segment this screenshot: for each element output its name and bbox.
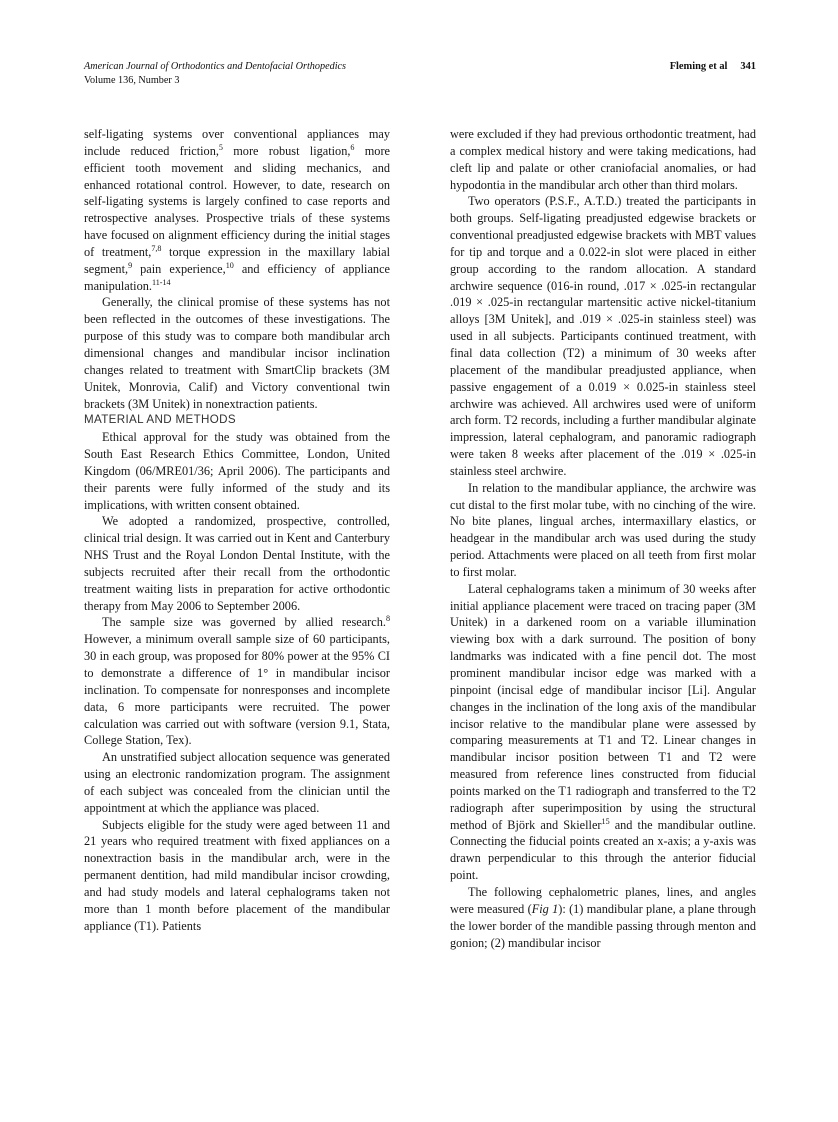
page-number: 341 (740, 61, 756, 72)
par-text: The sample size was governed by allied research. (102, 615, 386, 630)
paragraph-cephalometric-planes (450, 884, 756, 951)
par-text: more robust ligation, (222, 143, 351, 158)
figure-reference: Fig 1 (531, 901, 559, 916)
par-text: self-ligating systems over conventional appliances may include reduced friction, (84, 127, 390, 158)
section-heading-material-and-methods: MATERIAL AND METHODS (84, 413, 236, 427)
citation-ref: 5 (218, 142, 223, 152)
journal-title: American Journal of Orthodontics and Dentofacial Orthopedics (84, 61, 347, 72)
column-right (450, 126, 756, 951)
paragraph-eligibility: Subjects eligible for the study were aged between 11 and 21 years who required treatment with fixed appliances on a nonextraction basis in the mandibular arch, were in the permanent dentition, had mild mandibular incisor crowding, and had study models and lateral cephalograms taken not more than 1 month before placement of the mandibular appliance (T1). Patients (84, 817, 390, 933)
running-head-authors: Fleming et al (669, 61, 728, 72)
paragraph-study-purpose: Generally, the clinical promise of these systems has not been reflected in the outcomes of these investigations. The purpose of this study was to compare both mandibular arch dimensional changes and mandibular incisor inclination changes related to treatment with SmartClip brackets (3M Unitek, Monrovia, Calif) and Victory conventional twin brackets (3M Unitek) in nonextraction patients. (84, 295, 390, 411)
paragraph-exclusion-criteria: were excluded if they had previous orthodontic treatment, had a complex medical history and were taking medications, had cleft lip and palate or other craniofacial anomalies, or had hypodontia in the mandibular arch other than third molars. (450, 127, 756, 192)
paragraph-appliance-details: In relation to the mandibular appliance, the archwire was cut distal to the first molar tube, with no cinching of the wire. No bite planes, lingual arches, intermaxillary elastics, or headgear in the mandibular arch was used during the study period. Attachments were placed on all teeth from first molar to first molar. (450, 480, 756, 579)
par-text: and the mandibular outline. Connecting the fiducial points created an x-axis; a y-axis was drawn perpendicular to this through the anterior fiducial point. (450, 817, 756, 883)
paragraph-operators-and-archwires: Two operators (P.S.F., A.T.D.) treated the participants in both groups. Self-ligating preadjusted edgewise brackets or conventional preadjusted edgewise brackets with MBT values for tip and torque and a 0.022-in slot were placed in either group according to the random allocation. A standard archwire sequence (016-in round, .017 × .025-in rectangular .019 × .025-in rectangular martensitic active nickel-titanium alloys [3M Unitek], and .019 × .025-in stainless steel) was used in all subjects. Participants continued treatment, with final data collection (T2) a minimum of 30 weeks after placement of the mandibular preadjusted appliance, when passive engagement of a 0.019 × 0.025-in stainless steel archwire was achieved. All archwires used were of uniform arch form. T2 records, including a further mandibular alginate impression, lateral cephalogram, and panoramic radiograph were taken 8 weeks after placement of the .019 × .025-in stainless steel archwire. (450, 194, 756, 478)
citation-ref: 7,8 (151, 243, 162, 253)
paragraph-sample-size (84, 614, 390, 749)
paragraph-ethical-approval: Ethical approval for the study was obtained from the South East Research Ethics Committee, London, United Kingdom (06/MRE01/36; April 2006). The participants and their parents were fully informed of the study and its implications, with written consent obtained. (84, 430, 390, 512)
par-text: and efficiency of appliance manipulation. (84, 261, 390, 293)
paragraph-randomization: An unstratified subject allocation sequence was generated using an electronic randomization program. The assignment of each subject was concealed from the clinician until the appointment at which the appliance was placed. (84, 750, 390, 815)
running-head (84, 60, 756, 96)
par-text: ): (1) mandibular plane, a plane through the lower border of the mandible passing through menton and gonion; (2) mandibular incisor (450, 901, 756, 950)
column-left (84, 126, 390, 935)
par-text: Lateral cephalograms taken a minimum of 30 weeks after initial appliance placement were traced on tracing paper (3M Unitek) in a darkened room on a variable illumination viewing box with a dark surround. The position of bony landmarks was indicated with a fine pencil dot. The most prominent mandibular incisor edge was marked with a pinpoint (incisal edge of mandibular incisor [Li]. Angular changes in the inclination of the long axis of the mandibular incisor relative to the mandibular plane were assessed by comparing measurements at T1 and T2. Linear changes in mandibular incisor position between T1 and T2 were measured from reference lines constructed from fiducial points marked on the T1 radiograph and transferred to the T2 radiograph after superimposition by using the structural method of Björk and Skieller (450, 581, 756, 832)
citation-ref: 8 (385, 614, 390, 624)
running-head-right (670, 60, 756, 74)
running-head-left (84, 60, 564, 87)
paragraph-trial-design: We adopted a randomized, prospective, controlled, clinical trial design. It was carried out in Kent and Canterbury NHS Trust and the Royal London Dental Institute, with the subjects recruited after their recall from the orthodontic treatment waiting lists in preparation for active orthodontic therapy from May 2006 to September 2006. (84, 514, 390, 613)
paragraph-self-ligating-advantages (84, 126, 390, 294)
par-text: However, a minimum overall sample size of 60 participants, 30 in each group, was proposed for 80% power at the 95% CI to demonstrate a difference of 1° in mandibular incisor inclination. To compensate for nonresponses and incomplete data, 6 more participants were recruited. The power calculation was carried out with software (version 9.1, Stata, College Station, Tex). (84, 632, 390, 748)
citation-ref: 15 (601, 816, 610, 826)
par-text: torque expression in the maxillary labial segment, (84, 244, 390, 276)
par-text: more efficient tooth movement and sliding mechanics, and enhanced rotational control. However, to date, research on self-ligating systems is largely confined to case reports and retrospective analyses. Prospective trials of these systems have focused on alignment efficiency during the initial stages of treatment, (84, 143, 391, 259)
par-text: The following cephalometric planes, lines, and angles were measured ( (450, 884, 756, 916)
volume-issue: Volume 136, Number 3 (84, 74, 180, 86)
citation-ref: 11-14 (151, 277, 171, 287)
citation-ref: 10 (225, 260, 234, 270)
citation-ref: 9 (128, 260, 133, 270)
paragraph-cephalogram-tracing (450, 581, 756, 884)
citation-ref: 6 (350, 142, 355, 152)
par-text: pain experience, (132, 261, 226, 276)
